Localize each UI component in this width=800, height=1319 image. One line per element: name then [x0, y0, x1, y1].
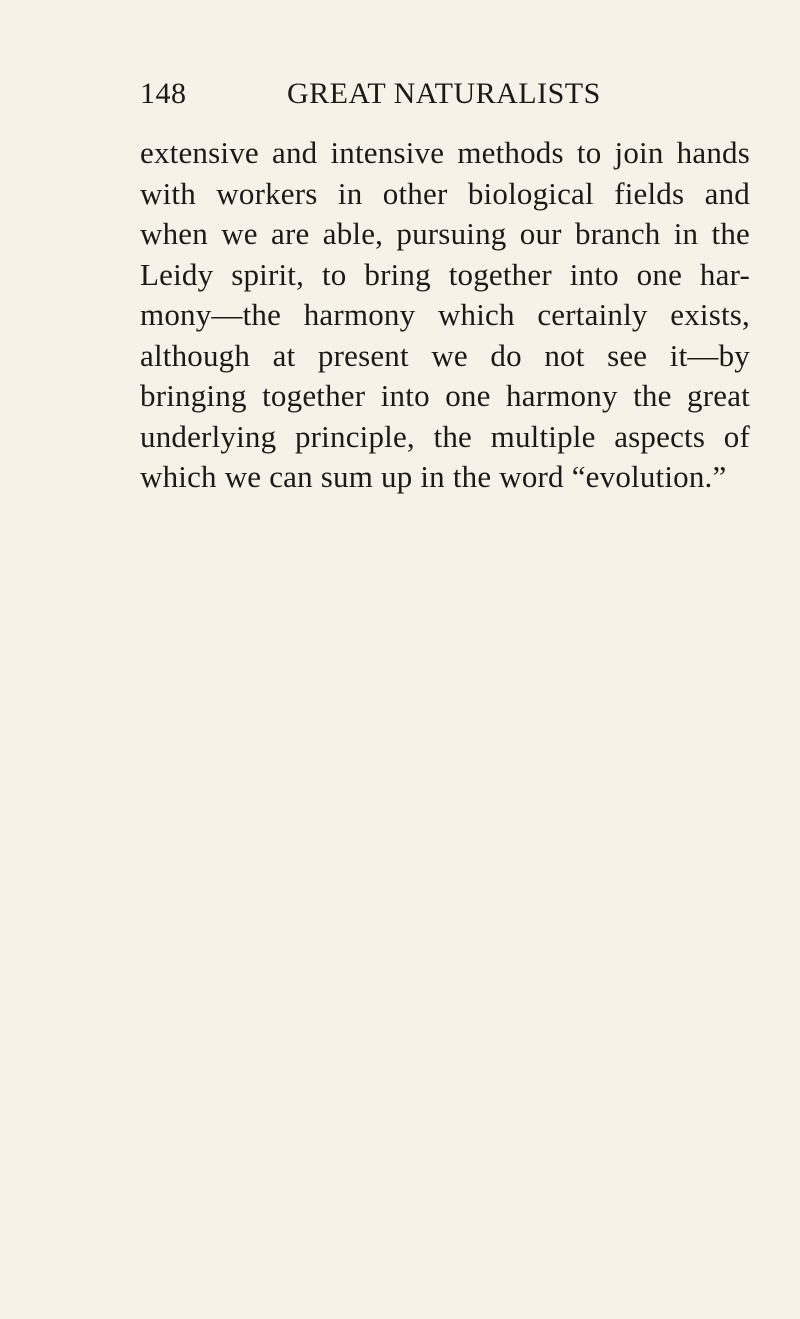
text-line: although at present we do not see it—by [140, 337, 750, 373]
text-line: Leidy spirit, to bring together into one har- [140, 256, 750, 292]
running-title: GREAT NATURALISTS [287, 77, 601, 110]
running-head [140, 74, 744, 114]
text-line: underlying principle, the multiple aspects of [140, 418, 750, 454]
text-line: which we can sum up in the word “evolution.” [140, 459, 727, 494]
text-line: mony—the harmony which certainly exists, [140, 297, 750, 332]
text-line: when we are able, pursuing our branch in the [140, 216, 750, 251]
body-paragraph [140, 133, 750, 498]
text-line: with workers in other biological fields and [140, 175, 750, 211]
text-line: extensive and intensive methods to join hands [140, 135, 750, 170]
text-line: bringing together into one harmony the great [140, 378, 750, 413]
page-number: 148 [140, 77, 187, 110]
